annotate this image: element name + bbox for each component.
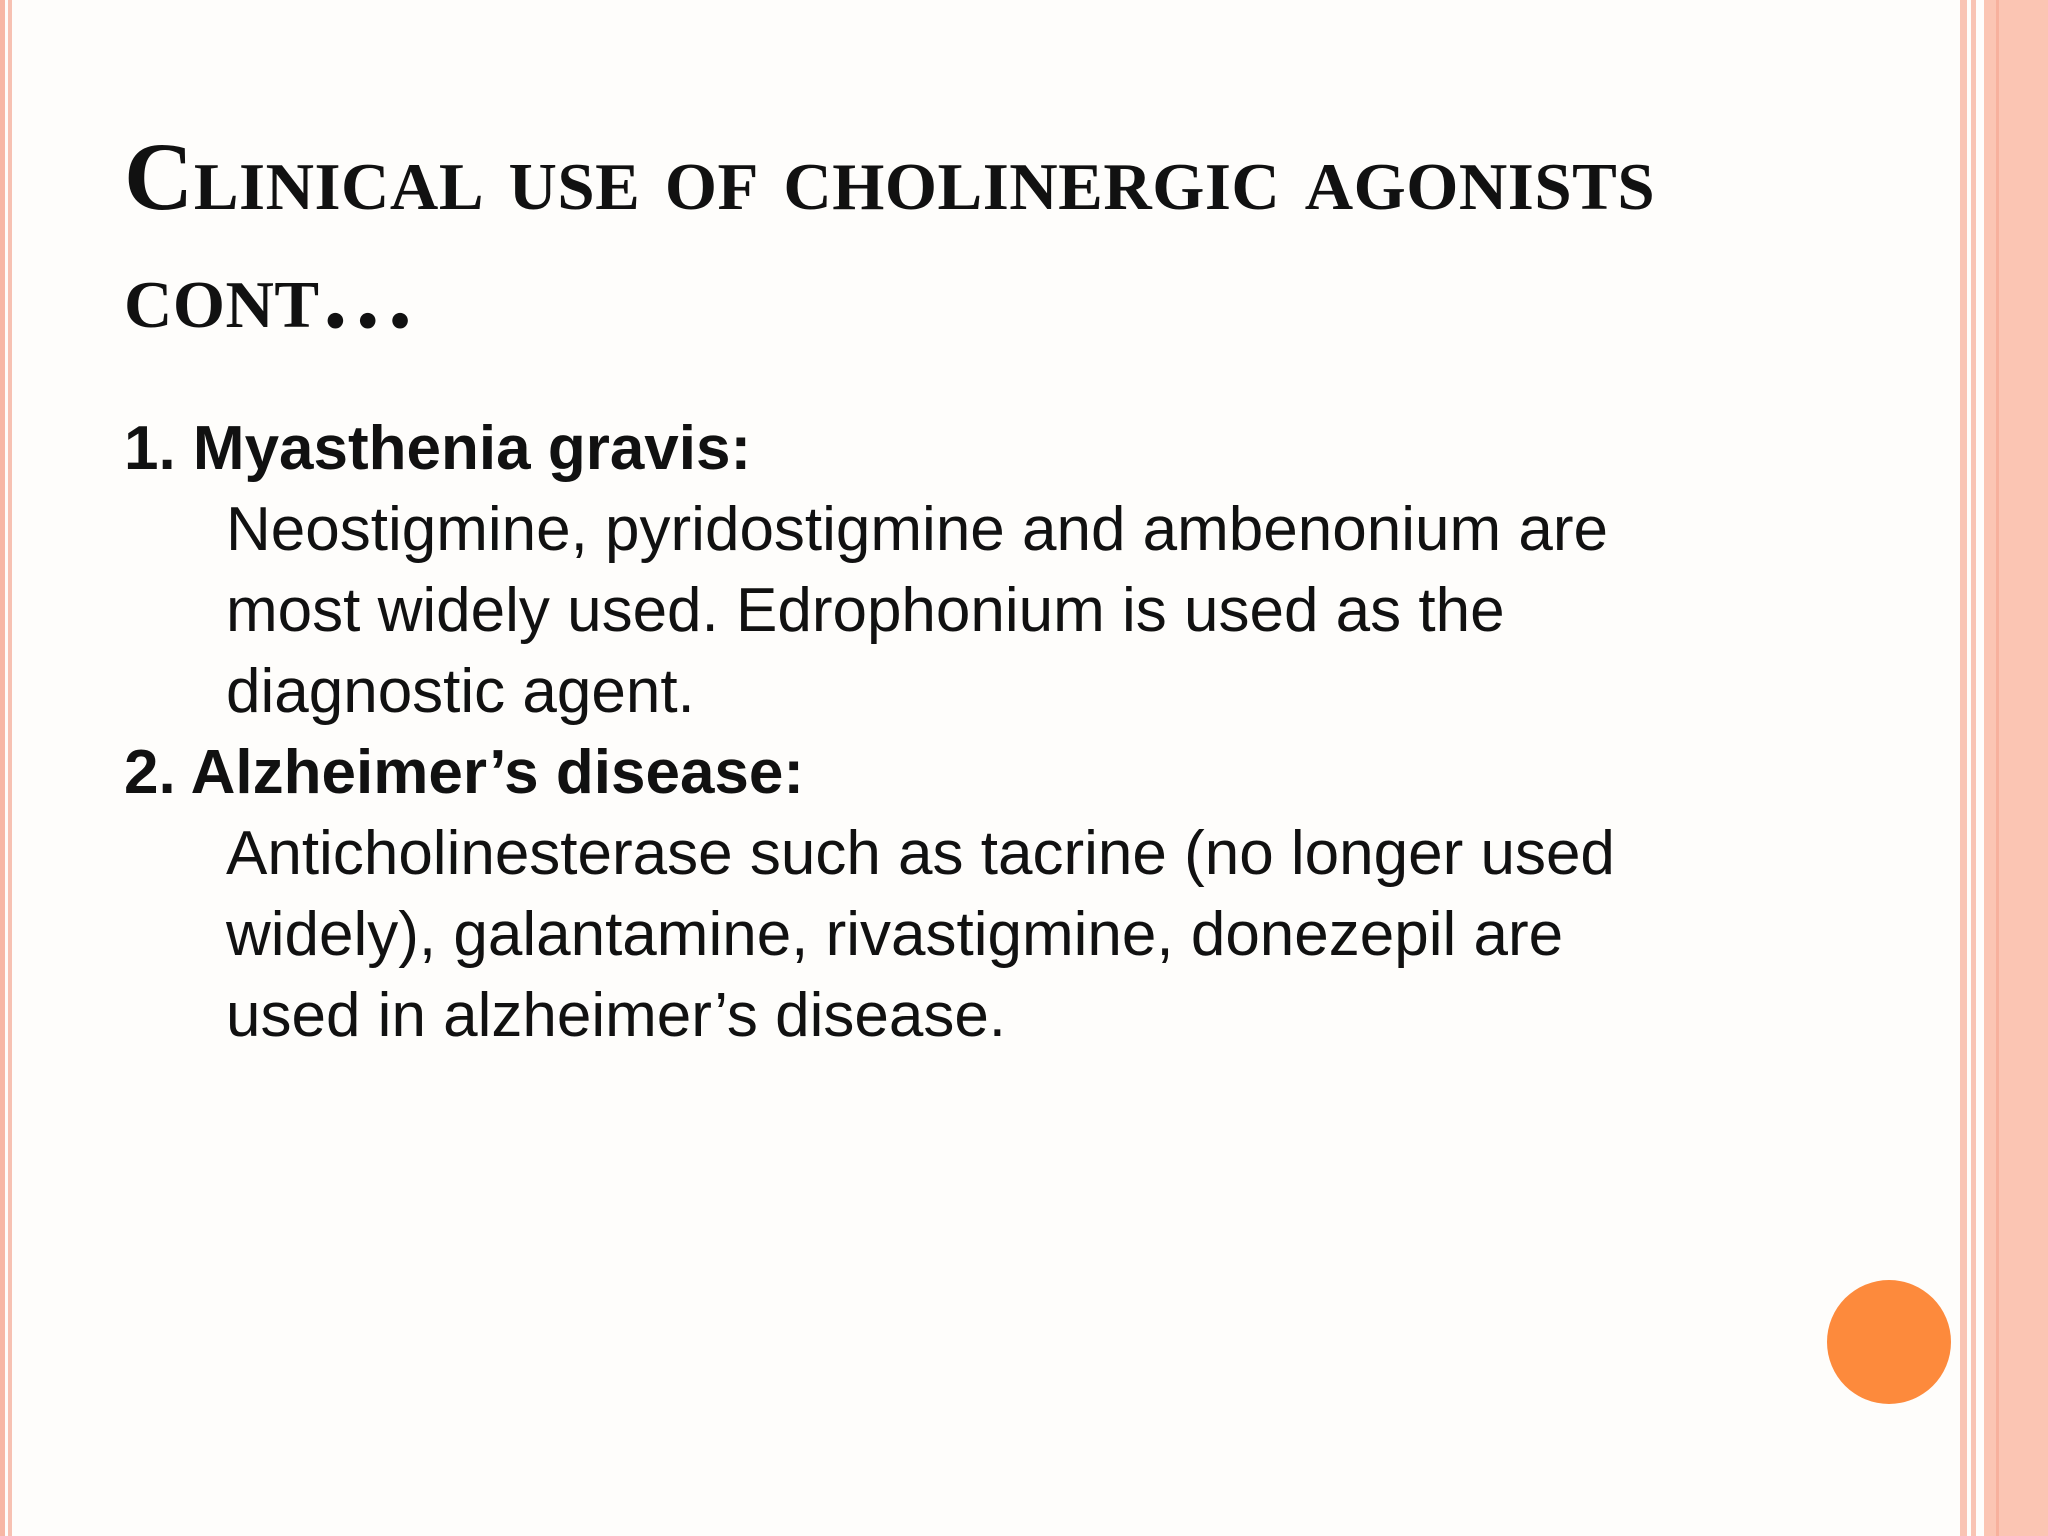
item-body-alzheimers [124, 813, 1824, 1056]
orange-circle-decoration [1827, 1280, 1951, 1404]
right-border-band [1984, 0, 2048, 1536]
slide-content [124, 408, 1824, 1056]
body-line: Neostigmine, pyridostigmine and ambenonium are [226, 495, 1608, 564]
body-line: diagnostic agent. [226, 657, 695, 726]
item-heading-myasthenia: 1. Myasthenia gravis: [124, 414, 752, 483]
body-line: Anticholinesterase such as tacrine (no longer used [226, 819, 1615, 888]
item-heading-alzheimers: 2. Alzheimer’s disease: [124, 738, 805, 807]
right-border-line [1996, 0, 1999, 1536]
list-item [124, 732, 1824, 1056]
right-border-stripe-thin-2 [1971, 0, 1976, 1536]
body-line: most widely used. Edrophonium is used as the [226, 576, 1505, 645]
body-line: widely), galantamine, rivastigmine, donezepil are [226, 900, 1564, 969]
left-border-stripe-inner [8, 0, 12, 1536]
item-body-myasthenia [124, 489, 1824, 732]
right-border-stripe-thin [1960, 0, 1967, 1536]
body-line: used in alzheimer’s disease. [226, 981, 1007, 1050]
slide-title: Clinical use of cholinergic agonists cont… [124, 123, 1656, 348]
list-item [124, 408, 1824, 732]
left-border-stripe [0, 0, 5, 1536]
